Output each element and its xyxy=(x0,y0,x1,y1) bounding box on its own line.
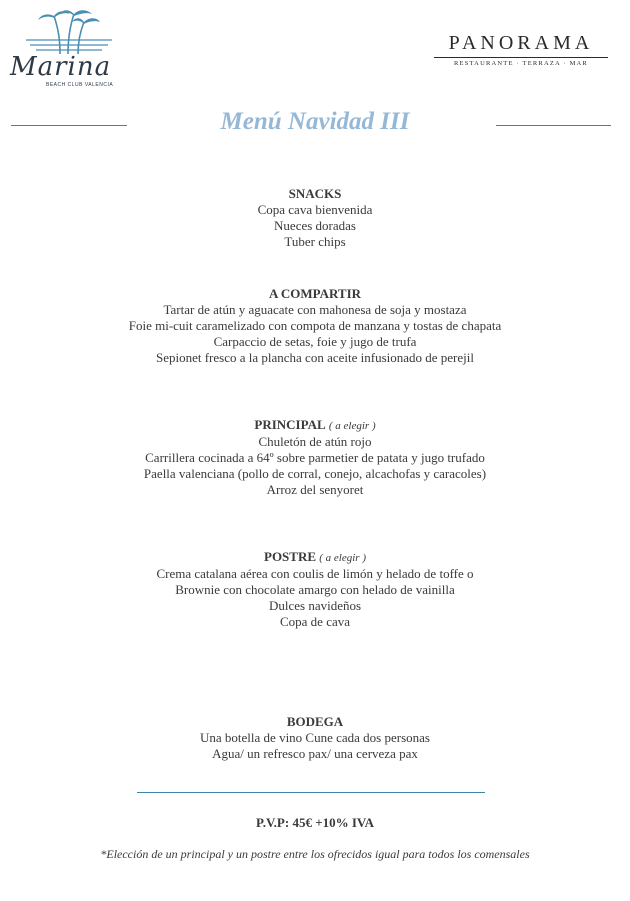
marina-logo-subtitle: BEACH CLUB VALENCIA xyxy=(46,82,114,88)
section-heading: BODEGA xyxy=(286,714,344,729)
section-heading: A COMPARTIR xyxy=(268,286,362,301)
panorama-logo-text: PANORAMA xyxy=(448,32,594,54)
panorama-logo-rule xyxy=(434,57,608,58)
menu-item: Arroz del senyoret xyxy=(266,482,364,497)
section-heading: PRINCIPAL xyxy=(254,417,326,432)
section-principal xyxy=(0,417,630,498)
marina-logo xyxy=(8,8,128,88)
panorama-logo xyxy=(432,32,610,67)
section-bodega xyxy=(0,714,630,762)
section-heading: SNACKS xyxy=(288,186,342,201)
panorama-logo-subtitle: RESTAURANTE · TERRAZA · MAR xyxy=(454,60,588,67)
section-note: ( a elegir ) xyxy=(319,552,366,564)
menu-item: Carpaccio de setas, foie y jugo de trufa xyxy=(213,334,417,349)
menu-item: Una botella de vino Cune cada dos personas xyxy=(200,730,430,745)
section-snacks xyxy=(0,186,630,250)
menu-item: Dulces navideños xyxy=(268,598,362,613)
marina-logo-text: Marina xyxy=(10,52,112,82)
menu-title: Menú Navidad III xyxy=(220,108,410,135)
menu-item: Chuletón de atún rojo xyxy=(258,434,372,449)
section-heading: POSTRE xyxy=(264,549,317,564)
price-text: P.V.P: 45€ +10% IVA xyxy=(255,815,375,830)
section-postre xyxy=(0,549,630,630)
menu-item: Tuber chips xyxy=(284,234,346,249)
section-note: ( a elegir ) xyxy=(328,420,376,432)
menu-item: Tartar de atún y aguacate con mahonesa de soja y mostaza xyxy=(163,302,467,317)
menu-item: Sepionet fresco a la plancha con aceite infusionado de perejil xyxy=(155,350,474,365)
menu-item: Carrillera cocinada a 64º sobre parmetier de patata y jugo trufado xyxy=(145,450,485,465)
menu-item: Nueces doradas xyxy=(274,218,356,233)
price-divider xyxy=(137,792,485,793)
section-compartir xyxy=(0,286,630,366)
footnote: *Elección de un principal y un postre entre los ofrecidos igual para todos los comensales xyxy=(100,847,530,861)
menu-item: Foie mi-cuit caramelizado con compota de manzana y tostas de chapata xyxy=(128,318,502,333)
menu-item: Paella valenciana (pollo de corral, conejo, alcachofas y caracoles) xyxy=(143,466,487,481)
menu-item: Copa cava bienvenida xyxy=(257,202,373,217)
menu-item: Brownie con chocolate amargo con helado de vainilla xyxy=(175,582,455,597)
menu-item: Agua/ un refresco pax/ una cerveza pax xyxy=(212,746,418,761)
menu-item: Copa de cava xyxy=(279,614,351,629)
palm-trees-icon xyxy=(8,8,128,58)
menu-item: Crema catalana aérea con coulis de limón y helado de toffe o xyxy=(156,566,474,581)
